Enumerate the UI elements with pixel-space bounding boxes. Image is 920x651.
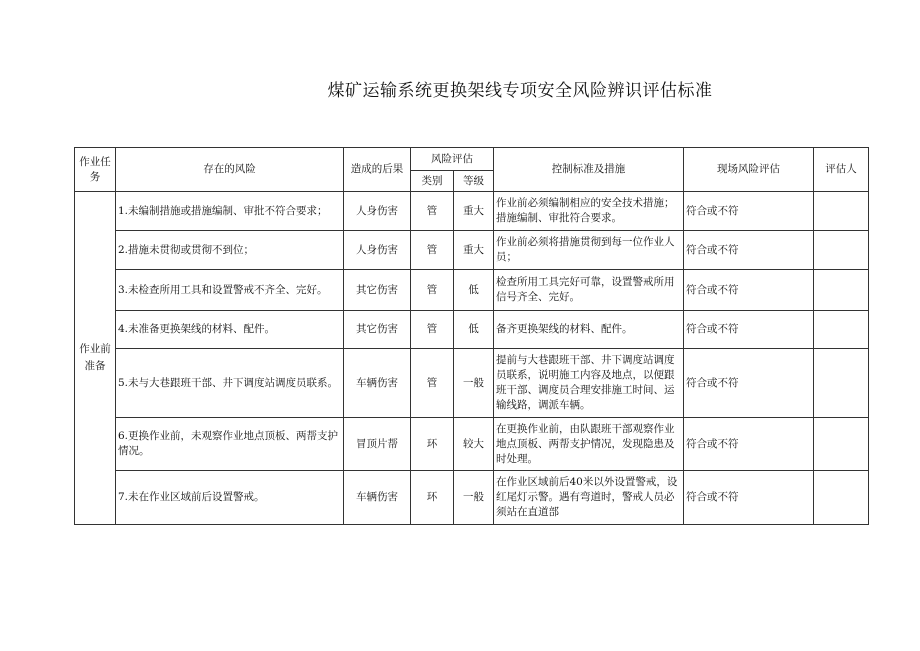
control-cell: 检查所用工具完好可靠，设置警戒所用信号齐全、完好。 bbox=[494, 270, 684, 311]
onsite-cell: 符合或不符 bbox=[684, 471, 814, 525]
control-cell: 作业前必须将措施贯彻到每一位作业人员； bbox=[494, 231, 684, 270]
assessor-cell bbox=[814, 471, 869, 525]
table-row bbox=[75, 471, 869, 525]
assessor-cell bbox=[814, 270, 869, 311]
category-cell: 环 bbox=[411, 471, 454, 525]
risk-cell: 6.更换作业前，未观察作业地点顶板、两帮支护情况。 bbox=[116, 418, 344, 471]
consequence-cell: 冒顶片帮 bbox=[344, 418, 411, 471]
level-cell: 重大 bbox=[454, 192, 494, 231]
onsite-cell: 符合或不符 bbox=[684, 311, 814, 349]
risk-cell: 3.未检查所用工具和设置警戒不齐全、完好。 bbox=[116, 270, 344, 311]
header-control: 控制标准及措施 bbox=[494, 148, 684, 192]
table-row bbox=[75, 311, 869, 349]
onsite-cell: 符合或不符 bbox=[684, 192, 814, 231]
onsite-cell: 符合或不符 bbox=[684, 418, 814, 471]
assessor-cell bbox=[814, 311, 869, 349]
onsite-cell: 符合或不符 bbox=[684, 231, 814, 270]
header-category: 类别 bbox=[411, 171, 454, 192]
category-cell: 环 bbox=[411, 418, 454, 471]
level-cell: 重大 bbox=[454, 231, 494, 270]
level-cell: 一般 bbox=[454, 471, 494, 525]
assessor-cell bbox=[814, 192, 869, 231]
assessor-cell bbox=[814, 231, 869, 270]
table-row bbox=[75, 270, 869, 311]
category-cell: 管 bbox=[411, 192, 454, 231]
control-cell: 在更换作业前，由队跟班干部观察作业地点顶板、两帮支护情况，发现隐患及时处理。 bbox=[494, 418, 684, 471]
table-row bbox=[75, 418, 869, 471]
onsite-cell: 符合或不符 bbox=[684, 270, 814, 311]
control-cell: 提前与大巷跟班干部、井下调度站调度员联系，说明施工内容及地点，以便跟班干部、调度员合理安排施工时间、运输线路，调派车辆。 bbox=[494, 349, 684, 418]
consequence-cell: 其它伤害 bbox=[344, 270, 411, 311]
risk-cell: 4.未准备更换架线的材料、配件。 bbox=[116, 311, 344, 349]
control-cell: 备齐更换架线的材料、配件。 bbox=[494, 311, 684, 349]
header-onsite: 现场风险评估 bbox=[684, 148, 814, 192]
risk-cell: 7.未在作业区域前后设置警戒。 bbox=[116, 471, 344, 525]
consequence-cell: 其它伤害 bbox=[344, 311, 411, 349]
assessor-cell bbox=[814, 418, 869, 471]
consequence-cell: 车辆伤害 bbox=[344, 349, 411, 418]
risk-cell: 2.措施未贯彻或贯彻不到位； bbox=[116, 231, 344, 270]
risk-cell: 1.未编制措施或措施编制、审批不符合要求； bbox=[116, 192, 344, 231]
header-assessment: 风险评估 bbox=[411, 148, 494, 171]
table-row bbox=[75, 192, 869, 231]
level-cell: 低 bbox=[454, 270, 494, 311]
consequence-cell: 车辆伤害 bbox=[344, 471, 411, 525]
control-cell: 作业前必须编制相应的安全技术措施；措施编制、审批符合要求。 bbox=[494, 192, 684, 231]
assessor-cell bbox=[814, 349, 869, 418]
header-risk: 存在的风险 bbox=[116, 148, 344, 192]
table-row bbox=[75, 349, 869, 418]
task-cell: 作业前准备 bbox=[75, 192, 116, 525]
level-cell: 低 bbox=[454, 311, 494, 349]
header-assessor: 评估人 bbox=[814, 148, 869, 192]
risk-cell: 5.未与大巷跟班干部、井下调度站调度员联系。 bbox=[116, 349, 344, 418]
control-cell: 在作业区域前后40米以外设置警戒，设红尾灯示警。遇有弯道时，警戒人员必须站在直道部 bbox=[494, 471, 684, 525]
header-level: 等级 bbox=[454, 171, 494, 192]
consequence-cell: 人身伤害 bbox=[344, 192, 411, 231]
consequence-cell: 人身伤害 bbox=[344, 231, 411, 270]
table-row bbox=[75, 231, 869, 270]
category-cell: 管 bbox=[411, 270, 454, 311]
risk-assessment-table bbox=[74, 147, 869, 525]
header-row bbox=[75, 148, 869, 171]
category-cell: 管 bbox=[411, 311, 454, 349]
document-title: 煤矿运输系统更换架线专项安全风险辨识评估标准 bbox=[327, 81, 713, 101]
header-consequence: 造成的后果 bbox=[344, 148, 411, 192]
category-cell: 管 bbox=[411, 231, 454, 270]
header-task: 作业任务 bbox=[75, 148, 116, 192]
category-cell: 管 bbox=[411, 349, 454, 418]
level-cell: 一般 bbox=[454, 349, 494, 418]
onsite-cell: 符合或不符 bbox=[684, 349, 814, 418]
level-cell: 较大 bbox=[454, 418, 494, 471]
